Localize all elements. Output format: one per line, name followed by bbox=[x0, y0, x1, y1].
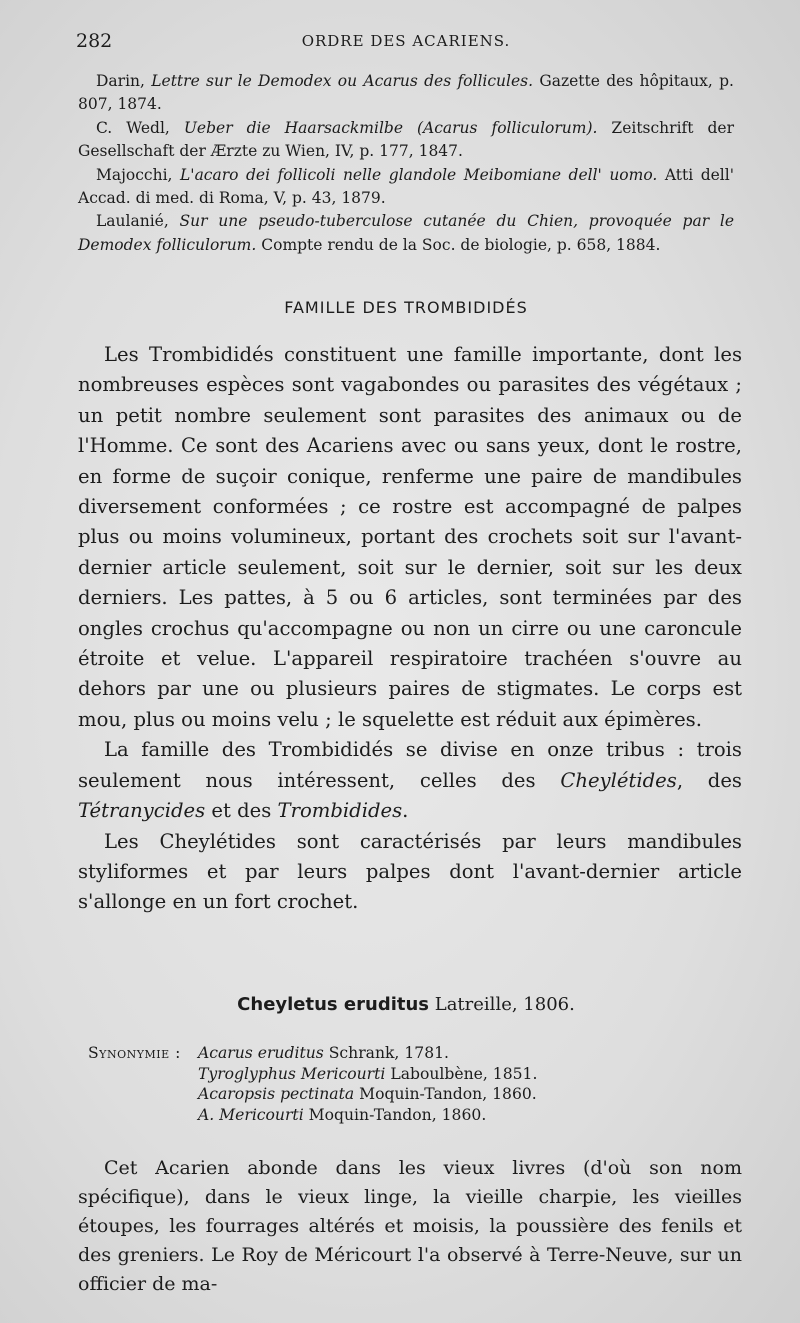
synonym-item bbox=[198, 1084, 738, 1105]
reference-author: Darin, bbox=[96, 72, 145, 90]
synonym-item bbox=[198, 1043, 738, 1064]
reference-author: C. Wedl, bbox=[96, 118, 170, 137]
synonym-name: A. Mericourti bbox=[198, 1105, 304, 1124]
reference-item bbox=[78, 164, 734, 211]
synonymy-block bbox=[88, 1043, 738, 1125]
synonym-item bbox=[198, 1105, 738, 1126]
synonym-name: Acarus eruditus bbox=[198, 1044, 324, 1062]
paragraph: Les Cheylétides sont caractérisés par leurs mandibules styliformes et par leurs palpes dont l'avant-dernier article s'allonge en un fort crochet. bbox=[78, 829, 742, 914]
reference-author: Laulanié, bbox=[96, 212, 169, 231]
text-span: La famille des Trombididés se divise en onze tribus : trois seulement nous intéressent, celles des bbox=[78, 738, 742, 792]
species-heading bbox=[76, 994, 736, 1015]
paragraph bbox=[78, 735, 742, 826]
reference-details: Zeitschrift der Gesellschaft der Ærzte zu Wien, IV, p. 177, 1847. bbox=[78, 118, 734, 161]
synonym-authority: Schrank, 1781. bbox=[328, 1044, 449, 1062]
synonym-authority: Moquin-Tandon, 1860. bbox=[308, 1105, 487, 1124]
page-header bbox=[76, 30, 736, 58]
paragraph: Cet Acarien abonde dans les vieux livres (d'où son nom spécifique), dans le vieux linge, la vieille charpie, les vieilles étoupes, les fourrages altérés et moisis, la poussière des fenils et des greniers. Le Roy de Méricourt l'a observé à Terre-Neuve, sur un officier de ma- bbox=[78, 1157, 742, 1295]
reference-author: Majocchi, bbox=[96, 165, 173, 184]
reference-title: L'acaro dei follicoli nelle glandole Meibomiane dell' uomo. bbox=[180, 165, 658, 184]
reference-item bbox=[78, 210, 734, 257]
main-text bbox=[78, 340, 742, 918]
reference-details: Compte rendu de la Soc. de biologie, p. 658, 1884. bbox=[261, 235, 661, 254]
species-authority: Latreille, 1806. bbox=[434, 994, 575, 1015]
tribe-name: Tétranycides bbox=[78, 799, 206, 823]
text-span: et des bbox=[205, 799, 278, 823]
synonym-name: Acaropsis pectinata bbox=[198, 1085, 355, 1103]
reference-item bbox=[78, 117, 734, 164]
reference-title: Sur une pseudo-tuberculose cutanée du Chien, provoquée par le Demodex folliculorum. bbox=[78, 212, 734, 254]
tribe-name: Trombidides bbox=[277, 799, 403, 823]
tribe-name: Cheylétides bbox=[560, 768, 677, 792]
synonym-authority: Moquin-Tandon, 1860. bbox=[359, 1085, 537, 1103]
section-title: FAMILLE DES TROMBIDIDÉS bbox=[284, 298, 528, 317]
synonym-name: Tyroglyphus Mericourti bbox=[198, 1064, 386, 1083]
text-span: . bbox=[402, 799, 409, 823]
synonym-item bbox=[198, 1064, 738, 1085]
reference-title: Ueber die Haarsackmilbe (Acarus folliculorum). bbox=[183, 118, 598, 137]
page-number: 282 bbox=[76, 30, 113, 52]
reference-details: Atti dell' Accad. di med. di Roma, V, p. 43, 1879. bbox=[78, 165, 734, 208]
bibliography bbox=[78, 70, 734, 257]
synonym-authority: Laboulbène, 1851. bbox=[390, 1064, 538, 1083]
reference-item bbox=[78, 70, 734, 117]
text-span: , des bbox=[676, 768, 742, 792]
paragraph: Les Trombididés constituent une famille importante, dont les nombreuses espèces sont vagabondes ou parasites des végétaux ; un petit nombre seulement sont parasites des animaux ou de l'Homme. Ce sont des Acariens avec ou sans yeux, dont le rostre, en forme de suçoir conique, renferme une paire de mandibules diversement conformées ; ce rostre est accompagné de palpes plus ou moins volumineux, portant des crochets soit sur l'avant-dernier article seulement, soit sur le dernier, soit sur les deux derniers. Les pattes, à 5 ou 6 articles, sont terminées par des ongles crochus qu'accompagne ou non un cirre ou une caroncule étroite et velue. L'appareil respiratoire trachéen s'ouvre au dehors par une ou plusieurs paires de stigmates. Le corps est mou, plus ou moins velu ; le squelette est réduit aux épimères. bbox=[78, 343, 742, 731]
synonymy-label: Synonymie : bbox=[88, 1044, 181, 1062]
reference-title: Lettre sur le Demodex ou Acarus des follicules. bbox=[151, 72, 534, 90]
species-name: Cheyletus eruditus bbox=[237, 994, 430, 1015]
synonym-list bbox=[198, 1043, 738, 1125]
reference-details: Gazette des hôpitaux, p. 807, 1874. bbox=[78, 72, 734, 114]
closing-text bbox=[78, 1154, 742, 1299]
running-title: ORDRE DES ACARIENS. bbox=[301, 32, 511, 50]
